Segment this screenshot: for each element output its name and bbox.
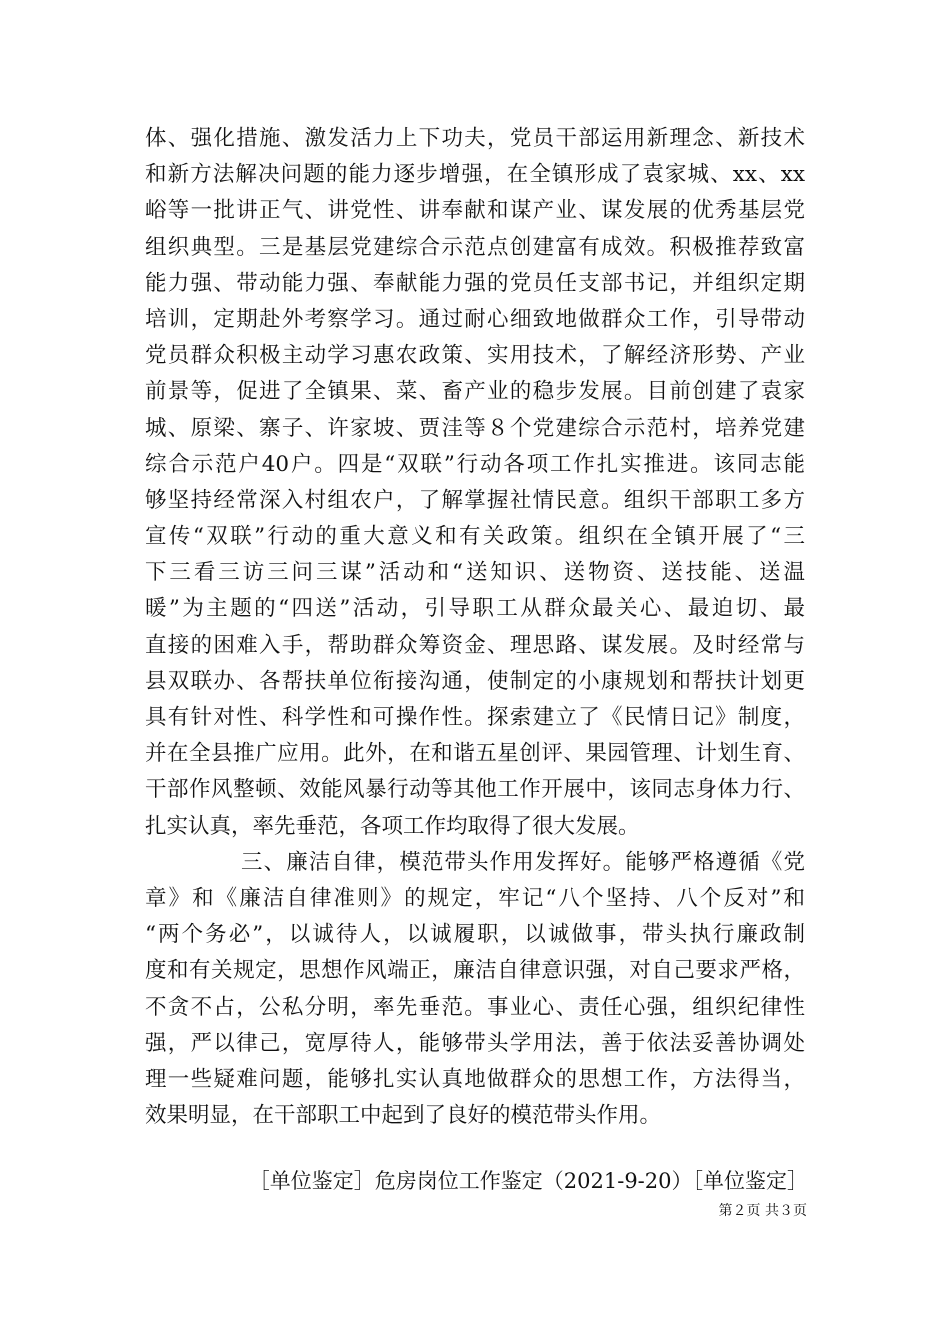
paragraph-line: “两个务必”，以诚待人，以诚履职，以诚做事，带头执行廉政制 (145, 922, 805, 948)
paragraph-line: 具有针对性、科学性和可操作性。探索建立了《民情日记》制度， (145, 705, 805, 730)
paragraph-line: 章》和《廉洁自律准则》的规定，牢记“八个坚持、八个反对”和 (145, 885, 805, 911)
paragraph-line: 综合示范户40户。四是“双联”行动各项工作扎实推进。该同志能 (145, 451, 805, 477)
paragraph-line: 体、强化措施、激发活力上下功夫，党员干部运用新理念、新技术 (145, 126, 805, 151)
section-heading-line: 三、廉洁自律，模范带头作用发挥好。能够严格遵循《党 (241, 849, 805, 875)
paragraph-line: 城、原梁、寨子、许家坡、贾洼等８个党建综合示范村，培养党建 (145, 415, 805, 441)
paragraph-line: 强，严以律己，宽厚待人，能够带头学用法，善于依法妥善协调处 (145, 1030, 805, 1056)
body-text (145, 121, 805, 1134)
paragraph-line: 前景等，促进了全镇果、菜、畜产业的稳步发展。目前创建了袁家 (145, 379, 805, 405)
page-number: 第２页 共３页 (718, 1203, 807, 1219)
paragraph-line: 度和有关规定，思想作风端正，廉洁自律意识强，对自己要求严格， (145, 958, 805, 984)
paragraph-line: 峪等一批讲正气、讲党性、讲奉献和谋产业、谋发展的优秀基层党 (145, 198, 805, 224)
paragraph-line: 够坚持经常深入村组农户，了解掌握社情民意。组织干部职工多方 (145, 487, 805, 513)
paragraph-line: 扎实认真，率先垂范，各项工作均取得了很大发展。 (145, 813, 640, 839)
paragraph-line: 组织典型。三是基层党建综合示范点创建富有成效。积极推荐致富 (145, 234, 805, 260)
paragraph-line: 能力强、带动能力强、奉献能力强的党员任支部书记，并组织定期 (145, 270, 805, 296)
paragraph-line: 暖”为主题的“四送”活动，引导职工从群众最关心、最迫切、最 (145, 596, 805, 622)
paragraph-line: 下三看三访三问三谋”活动和“送知识、送物资、送技能、送温 (145, 560, 805, 586)
paragraph-line: 不贪不占，公私分明，率先垂范。事业心、责任心强，组织纪律性 (145, 994, 805, 1020)
paragraph-line: 培训，定期赴外考察学习。通过耐心细致地做群众工作，引导带动 (145, 306, 805, 332)
paragraph-line: 并在全县推广应用。此外，在和谐五星创评、果园管理、计划生育、 (145, 741, 805, 767)
paragraph-line: 理一些疑难问题，能够扎实认真地做群众的思想工作，方法得当， (145, 1066, 805, 1092)
paragraph-line: 宣传“双联”行动的重大意义和有关政策。组织在全镇开展了“三 (145, 524, 805, 550)
paragraph-line: 干部作风整顿、效能风暴行动等其他工作开展中，该同志身体力行、 (145, 777, 805, 803)
paragraph-line: 和新方法解决问题的能力逐步增强，在全镇形成了袁家城、xx、xx (145, 162, 805, 188)
paragraph-line: 党员群众积极主动学习惠农政策、实用技术，了解经济形势、产业 (145, 343, 805, 369)
paragraph-line: 效果明显，在干部职工中起到了良好的模范带头作用。 (145, 1103, 662, 1129)
paragraph-line: 县双联办、各帮扶单位衔接沟通，使制定的小康规划和帮扶计划更 (145, 668, 805, 694)
footer-reference: ［单位鉴定］危房岗位工作鉴定（2021-9-20）［单位鉴定］ (248, 1169, 808, 1193)
paragraph-line: 直接的困难入手，帮助群众筹资金、理思路、谋发展。及时经常与 (145, 632, 805, 658)
